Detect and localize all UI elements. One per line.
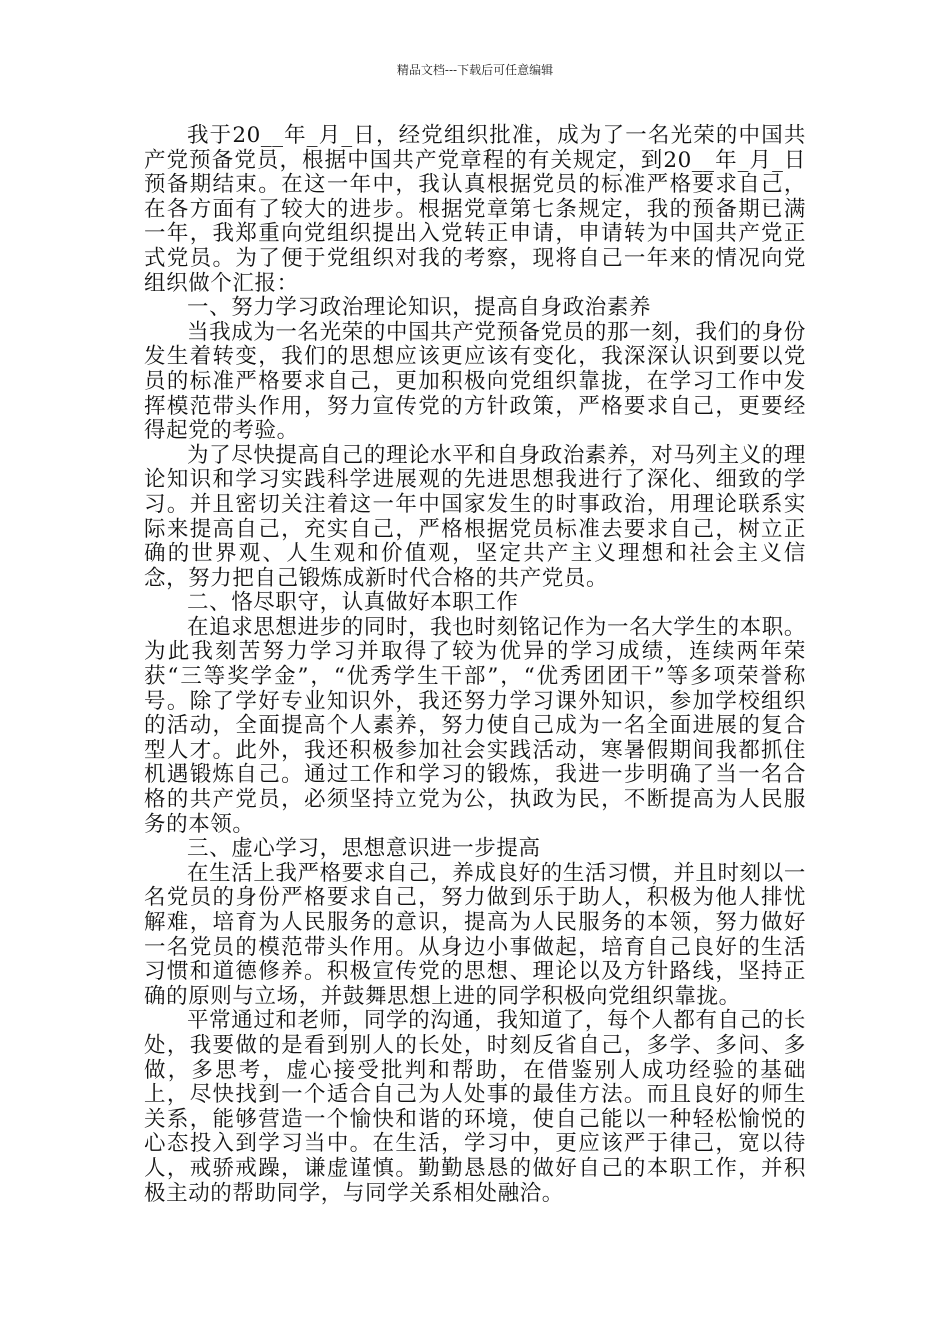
paragraph: 平常通过和老师，同学的沟通，我知道了，每个人都有自己的长处，我要做的是看到别人的长处，时刻反省自己，多学、多问、多做，多思考，虚心接受批判和帮助，在借鉴别人成功经验的基础上，尽快找到一个适合自己为人处事的最佳方法。而且良好的师生关系，能够营造一个愉快和谐的环境，使自己能以一种轻松愉悦的心态投入到学习当中。在生活，学习中，更应该严于律己，宽以待人，戒骄戒躁，谦虚谨慎。勤勤恳恳的做好自己的本职工作，并积极主动的帮助同学，与同学关系相处融洽。 <box>144 1008 806 1206</box>
section-heading-1: 一、努力学习政治理论知识，提高自身政治素养 <box>187 295 652 321</box>
paragraph-intro: 我于20__年_月_日，经党组织批准，成为了一名光荣的中国共产党预备党员，根据中国共产党章程的有关规定，到20__年_月_日预备期结束。在这一年中，我认真根据党员的标准严格要求自己，在各方面有了较大的进步。根据党章第七条规定，我的预备期已满一年，我郑重向党组织提出入党转正申请，申请转为中国共产党正式党员。为了便于党组织对我的考察，现将自己一年来的情况向党组织做个汇报： <box>144 123 806 296</box>
paragraph: 为了尽快提高自己的理论水平和自身政治素养，对马列主义的理论知识和学习实践科学进展观的先进思想我进行了深化、细致的学习。并且密切关注着这一年中国家发生的时事政治，用理论联系实际来提高自己，充实自己，严格根据党员标准去要求自己，树立正确的世界观、人生观和价值观，坚定共产主义理想和社会主义信念，努力把自己锻炼成新时代合格的共产党员。 <box>144 442 806 591</box>
section-heading-3: 三、虚心学习，思想意识进一步提高 <box>187 836 541 862</box>
document-body <box>144 124 806 1206</box>
section-heading-2: 二、恪尽职守，认真做好本职工作 <box>187 590 519 616</box>
paragraph: 当我成为一名光荣的中国共产党预备党员的那一刻，我们的身份发生着转变，我们的思想应该更应该有变化，我深深认识到要以党员的标准严格要求自己，更加积极向党组织靠拢，在学习工作中发挥模范带头作用，努力宣传党的方针政策，严格要求自己，更要经得起党的考验。 <box>144 319 806 444</box>
paragraph: 在追求思想进步的同时，我也时刻铭记作为一名大学生的本职。为此我刻苦努力学习并取得了较为优异的学习成绩，连续两年荣获“三等奖学金”，“优秀学生干部”，“优秀团团干”等多项荣誉称号。除了学好专业知识外，我还努力学习课外知识，参加学校组织的活动，全面提高个人素养，努力使自己成为一名全面进展的复合型人才。此外，我还积极参加社会实践活动，寒暑假期间我都抓住机遇锻炼自己。通过工作和学习的锻炼，我进一步明确了当一名合格的共产党员，必须坚持立党为公，执政为民，不断提高为人民服务的本领。 <box>144 614 806 837</box>
page-header: 精品文档---下载后可任意编辑 <box>396 63 554 77</box>
paragraph: 在生活上我严格要求自己，养成良好的生活习惯，并且时刻以一名党员的身份严格要求自己，努力做到乐于助人，积极为他人排忧解难，培育为人民服务的意识，提高为人民服务的本领，努力做好一名党员的模范带头作用。从身边小事做起，培育自己良好的生活习惯和道德修养。积极宣传党的思想、理论以及方针路线，坚持正确的原则与立场，并鼓舞思想上进的同学积极向党组织靠拢。 <box>144 860 806 1009</box>
